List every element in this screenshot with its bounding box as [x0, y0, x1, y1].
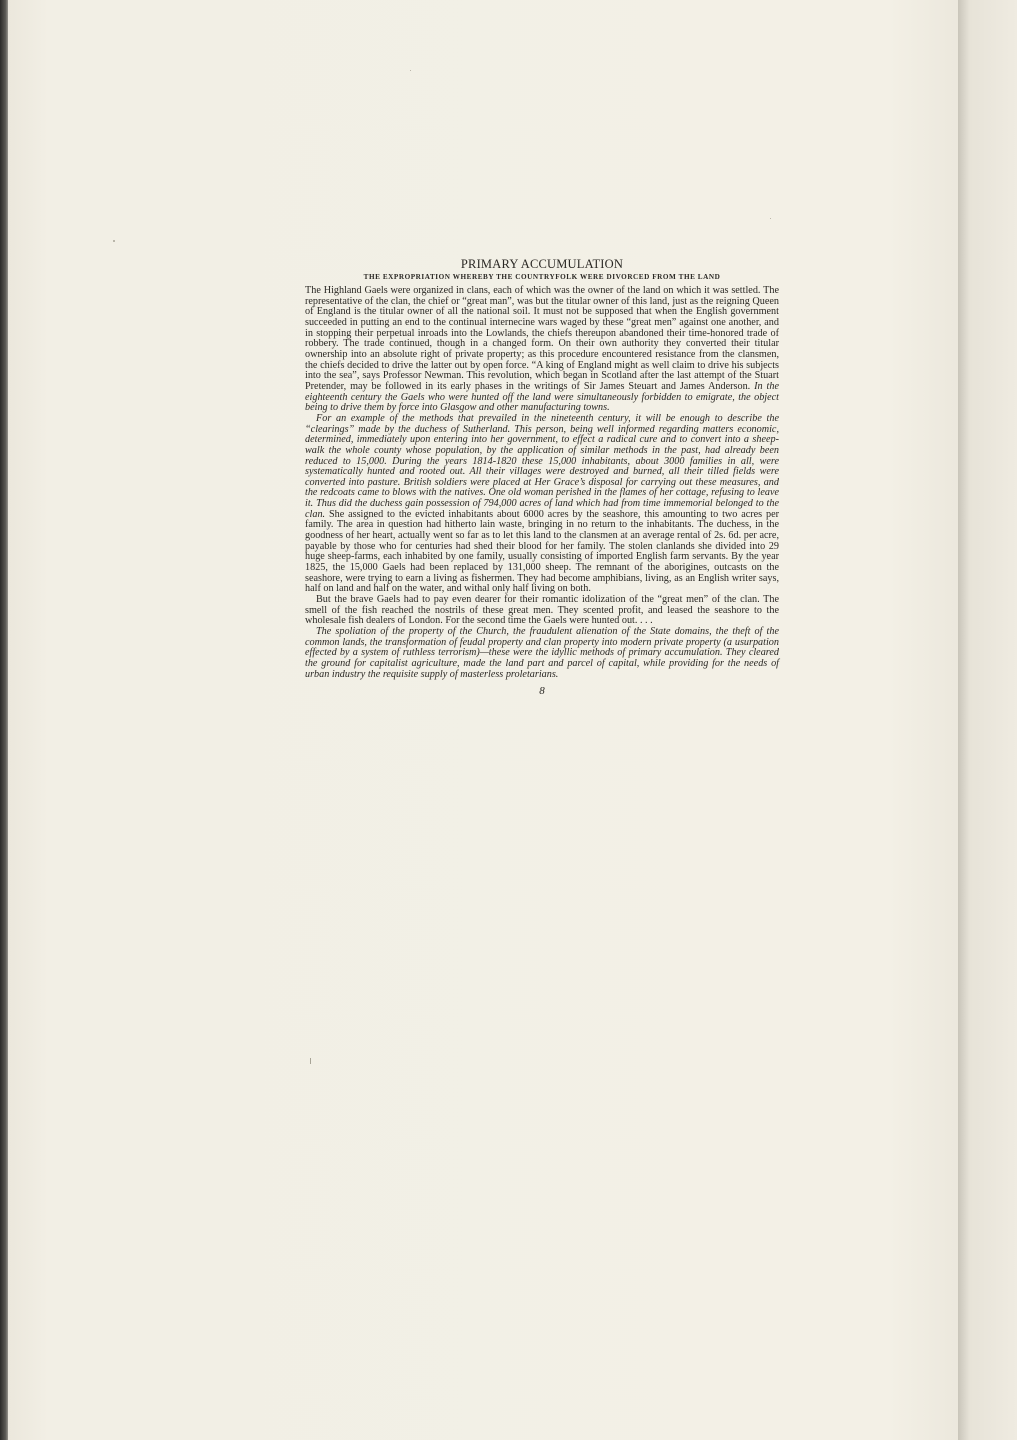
paragraph-4-italic: The spoliation of the property of the Church, the fraudulent alienation of the State domains, the theft of the common lands, the transformation of feudal property and clan property into modern private property (a usurpation effected by a system of ruthless terrorism)—these were the idyllic methods of primary accumulation. They cleared the ground for capitalist agriculture, made the land part and parcel of capital, while providing for the needs of urban industry the requisite supply of masterless proletarians. [305, 626, 779, 680]
paragraph-2-italic: For an example of the methods that prevailed in the nineteenth century, it will be enough to describe the “clearings” made by the duchess of Sutherland. This person, being well informed regarding matters economic, determined, immediately upon entering into her government, to effect a radical cure and to convert into a sheep-walk the whole county whose population, by the application of similar methods in the past, had already been reduced to 15,000. During the years 1814-1820 these 15,000 inhabitants, about 3000 families in all, were systematically hunted and rooted out. All their villages were destroyed and burned, all their tilled fields were converted into pasture. British soldiers were placed at Her Grace’s disposal for carrying out these measures, and the redcoats came to blows with the natives. One old woman perished in the flames of her cottage, refusing to leave it. Thus did the duchess gain possession of 794,000 acres of land which had from time immemorial belonged to the clan. [305, 412, 779, 520]
paragraph-1-italic: In the eighteenth century the Gaels who were hunted off the land were simultaneously forbidden to emigrate, the object being to drive them by force into Glasgow and other manufacturing towns. [305, 380, 780, 414]
paragraph-4 [305, 627, 779, 680]
page-number: 8 [539, 685, 545, 698]
next-page-edge [958, 0, 1017, 1440]
text-column [305, 258, 779, 697]
book-spine-edge [0, 0, 8, 1440]
page-subtitle: THE EXPROPRIATION WHEREBY THE COUNTRYFOLK WERE DIVORCED FROM THE LAND [363, 273, 721, 281]
paper-speck [410, 70, 411, 71]
paragraph-2-roman: She assigned to the evicted inhabitants about 6000 acres by the seashore, this amounting to two acres per family. The area in question had hitherto lain waste, bringing in no return to the inhabitants. The duchess, in the goodness of her heart, actually went so far as to let this land to the clansmen at an average rental of 2s. 6d. per acre, payable by those who for centuries had shed their blood for her family. The stolen clanlands she divided into 29 huge sheep-farms, each inhabited by one family, usually consisting of imported English farm servants. By the year 1825, the 15,000 Gaels had been replaced by 131,000 sheep. The remnant of the aborigines, outcasts on the seashore, were trying to earn a living as fishermen. They had become amphibians, living, as an English writer says, half on land and half on the water, and withal only half living on both. [305, 508, 780, 595]
page-title: PRIMARY ACCUMULATION [460, 257, 624, 271]
paragraph-1-roman: The Highland Gaels were organized in clans, each of which was the owner of the land on which it was settled. The representative of the clan, the chief or “great man”, was but the titular owner of this land, just as the reigning Queen of England is the titular owner of all the national soil. It must not be supposed that when the English government succeeded in putting an end to the continual internecine wars waged by these “great men” against one another, and in stopping their perpetual inroads into the Lowlands, the chiefs thereupon abandoned their time-honored trade of robbery. The trade continued, though in a changed form. On their own authority they converted their titular ownership into an absolute right of private property; as this procedure encountered resistance from the clansmen, the chiefs decided to drive the latter out by open force. “A king of England might as well claim to drive his subjects into the sea”, says Professor Newman. This revolution, which began in Scotland after the last attempt of the Stuart Pretender, may be followed in its early phases in the writings of Sir James Steuart and James Anderson. [305, 285, 779, 392]
paragraph-2 [305, 414, 779, 595]
paper-speck [310, 1058, 311, 1064]
paper-speck [770, 218, 771, 219]
book-page [8, 0, 958, 1440]
paragraph-3-roman: But the brave Gaels had to pay even dearer for their romantic idolization of the “great men” of the clan. The smell of the fish reached the nostrils of these great men. They scented profit, and leased the seashore to the wholesale fish dealers of London. For the second time the Gaels were hunted out. . . . [305, 594, 779, 627]
paper-speck [113, 240, 115, 242]
paragraph-3 [305, 595, 779, 627]
paragraph-1 [305, 286, 779, 414]
